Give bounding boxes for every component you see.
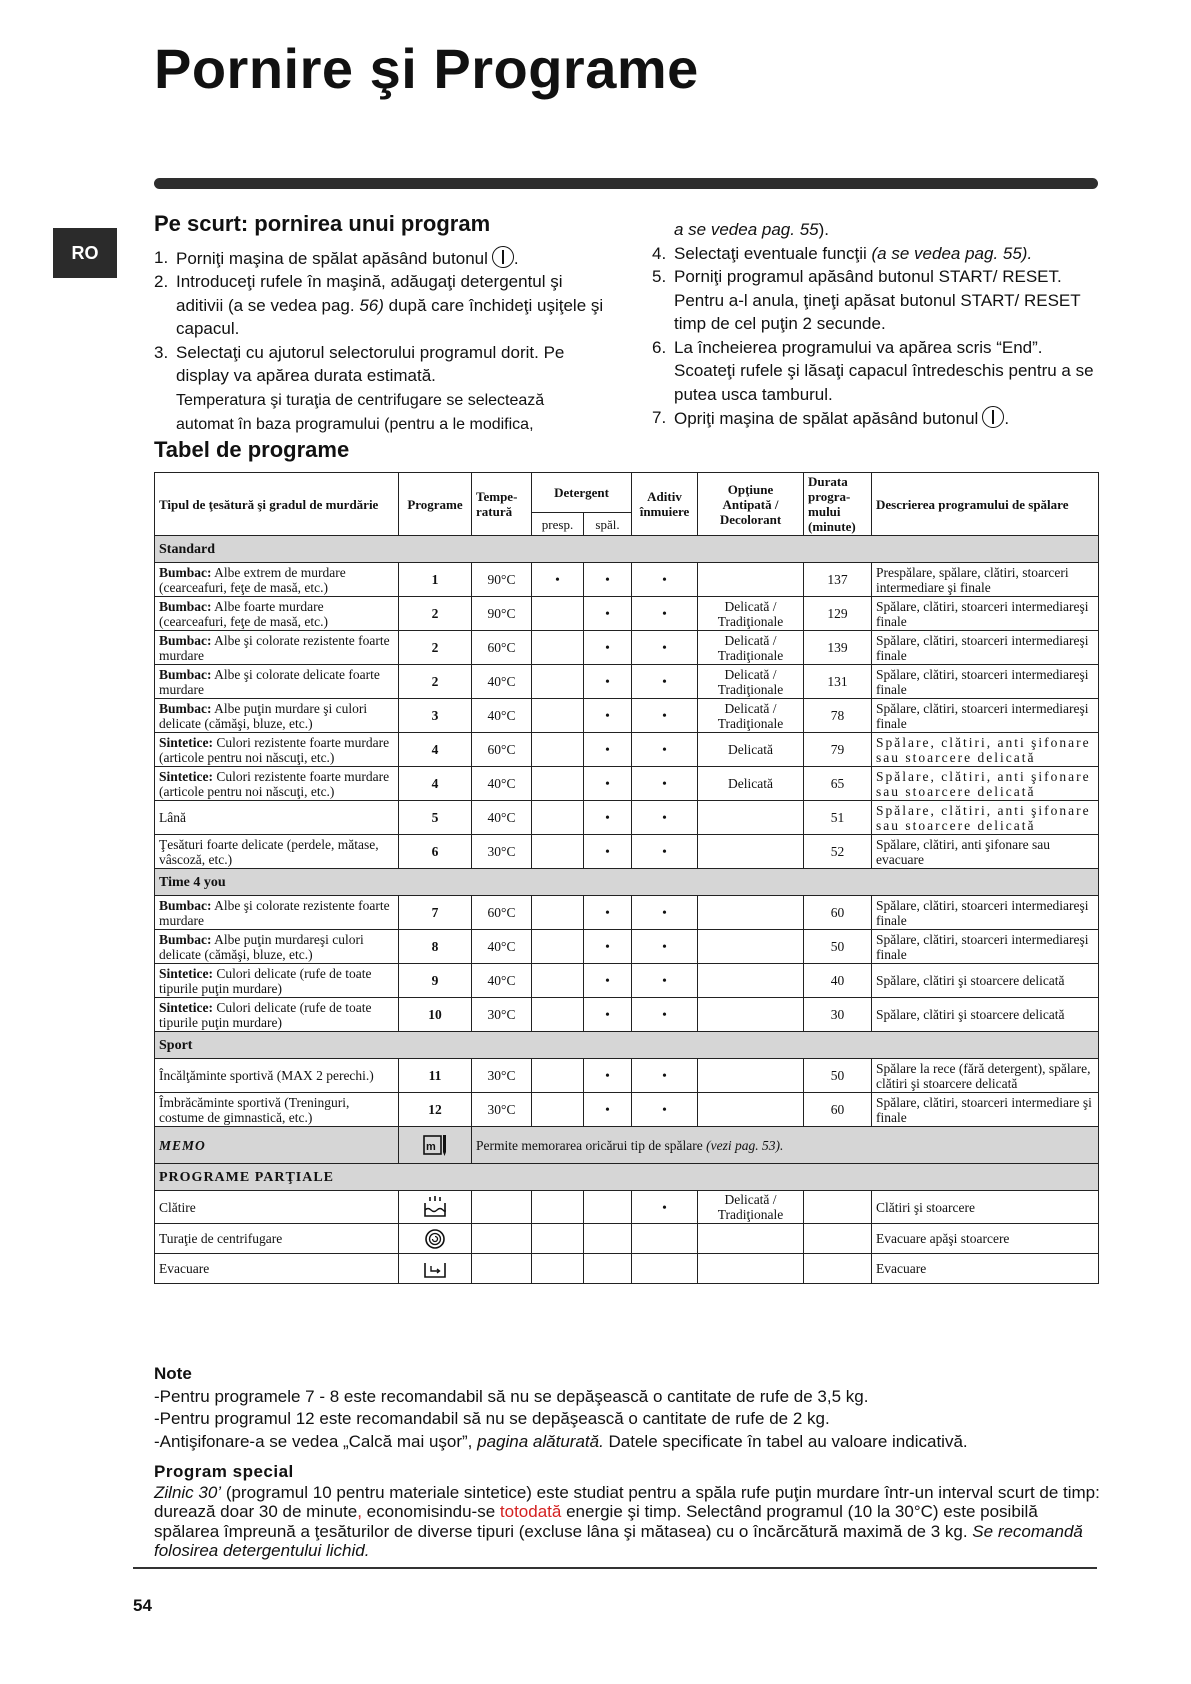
spal-cell: • xyxy=(584,1093,632,1127)
aditiv-cell: • xyxy=(632,1059,698,1093)
power-icon xyxy=(492,246,514,268)
col-presp: presp. xyxy=(532,513,584,536)
duration-cell: 52 xyxy=(804,835,872,869)
duration-cell: 78 xyxy=(804,699,872,733)
temp-cell: 40°C xyxy=(472,665,532,699)
description-cell: Spălare, clătiri şi stoarcere delicată xyxy=(872,964,1099,998)
language-tab: RO xyxy=(53,228,117,278)
option-cell xyxy=(698,1059,804,1093)
spal-cell: • xyxy=(584,665,632,699)
svg-text:m: m xyxy=(426,1141,436,1153)
program-cell: 11 xyxy=(399,1059,472,1093)
table-row xyxy=(155,1224,1099,1254)
spal-cell: • xyxy=(584,631,632,665)
duration-cell: 137 xyxy=(804,563,872,597)
quick-start-right xyxy=(652,218,1102,431)
step-4: 4. Selectaţi eventuale funcţii (a se vedea pag. 55). xyxy=(652,243,1033,263)
option-cell: Delicată xyxy=(698,767,804,801)
spal-cell: • xyxy=(584,563,632,597)
presp-cell xyxy=(532,767,584,801)
program-cell: 9 xyxy=(399,964,472,998)
fabric-cell: Bumbac: Albe şi colorate delicate foarte murdare xyxy=(155,665,399,699)
section-header: Time 4 you xyxy=(155,869,1099,896)
duration-cell: 65 xyxy=(804,767,872,801)
option-cell xyxy=(698,1224,804,1254)
section-header: Sport xyxy=(155,1032,1099,1059)
special-program xyxy=(154,1462,1104,1561)
special-text: Zilnic 30’ (programul 10 pentru materiale sintetice) este studiat pentru a spăla rufe puţin murdare într-un interval scurt de timp: durează doar 30 de minute, economisindu-se totodată energie şi timp. Selectând programul (10 la 30°C) este posibilă spălarea împreună a ţesăturilor de diverse tipuri (excluse lâna şi mătasea) cu o încărcătură maximă de 3 kg. Se recomandă folosirea detergentului lichid. xyxy=(154,1482,1100,1560)
option-cell xyxy=(698,964,804,998)
spal-cell: • xyxy=(584,998,632,1032)
drain-icon xyxy=(399,1254,472,1284)
program-cell: 8 xyxy=(399,930,472,964)
footer-rule xyxy=(133,1567,1097,1569)
description-cell: Spălare, clătiri, anti şifonare sau evacuare xyxy=(872,835,1099,869)
presp-cell: • xyxy=(532,563,584,597)
program-cell: 12 xyxy=(399,1093,472,1127)
duration-cell: 60 xyxy=(804,1093,872,1127)
description-cell: Spălare, clătiri şi stoarcere delicată xyxy=(872,998,1099,1032)
presp-cell xyxy=(532,998,584,1032)
col-spal: spăl. xyxy=(584,513,632,536)
fabric-cell: Bumbac: Albe puţin murdareşi culori delicate (cămăşi, bluze, etc.) xyxy=(155,930,399,964)
fabric-cell: Sintetice: Culori rezistente foarte murdare (articole pentru noi născuţi, etc.) xyxy=(155,767,399,801)
table-row xyxy=(155,699,1099,733)
table-row xyxy=(155,767,1099,801)
option-cell: Delicată / Tradiţionale xyxy=(698,597,804,631)
program-cell: 4 xyxy=(399,767,472,801)
duration-cell: 50 xyxy=(804,1059,872,1093)
spal-cell: • xyxy=(584,801,632,835)
col-durata: Durata progra-mului (minute) xyxy=(804,473,872,536)
temp-cell: 40°C xyxy=(472,767,532,801)
fabric-cell: Ţesături foarte delicate (perdele, mătase, vâscoză, etc.) xyxy=(155,835,399,869)
program-cell: 4 xyxy=(399,733,472,767)
presp-cell xyxy=(532,1093,584,1127)
table-row xyxy=(155,597,1099,631)
power-icon xyxy=(982,406,1004,428)
spal-cell: • xyxy=(584,597,632,631)
temp-cell: 30°C xyxy=(472,1059,532,1093)
spal-cell: • xyxy=(584,767,632,801)
quick-start-heading: Pe scurt: pornirea unui program xyxy=(154,211,491,236)
col-optiune: Opţiune Antipată / Decolorant xyxy=(698,473,804,536)
option-cell xyxy=(698,1093,804,1127)
description-cell: Spălare, clătiri, stoarceri intermediareşi finale xyxy=(872,597,1099,631)
step-2: 2. Introduceţi rufele în maşină, adăugaţi detergentul şi aditivii (a se vedea pag. 56) după care închideţi uşiţele şi capacul. xyxy=(154,272,604,338)
aditiv-cell: • xyxy=(632,563,698,597)
description-cell: Spălare, clătiri, anti şifonare sau stoarcere delicată xyxy=(872,733,1099,767)
description-cell: Evacuare xyxy=(872,1254,1099,1284)
option-cell xyxy=(698,998,804,1032)
program-cell: 5 xyxy=(399,801,472,835)
fabric-cell: Lână xyxy=(155,801,399,835)
presp-cell xyxy=(532,699,584,733)
aditiv-cell xyxy=(632,1224,698,1254)
aditiv-cell: • xyxy=(632,597,698,631)
table-row xyxy=(155,733,1099,767)
partial-label: Evacuare xyxy=(155,1254,399,1284)
header-rule xyxy=(154,178,1098,189)
description-cell: Spălare, clătiri, stoarceri intermediare şi finale xyxy=(872,1093,1099,1127)
aditiv-cell: • xyxy=(632,733,698,767)
spal-cell: • xyxy=(584,930,632,964)
option-cell: Delicată xyxy=(698,733,804,767)
description-cell: Spălare, clătiri, anti şifonare sau stoarcere delicată xyxy=(872,801,1099,835)
program-cell: 2 xyxy=(399,665,472,699)
description-cell: Spălare, clătiri, stoarceri intermediareşi finale xyxy=(872,896,1099,930)
col-program: Programe xyxy=(399,473,472,536)
note-line: -Pentru programul 12 este recomandabil să nu se depăşească o cantitate de rufe de 2 kg. xyxy=(154,1409,830,1428)
fabric-cell: Bumbac: Albe şi colorate rezistente foarte murdare xyxy=(155,631,399,665)
option-cell xyxy=(698,835,804,869)
table-heading: Tabel de programe xyxy=(154,437,350,462)
option-cell: Delicată / Tradiţionale xyxy=(698,1191,804,1224)
option-cell xyxy=(698,563,804,597)
presp-cell xyxy=(532,964,584,998)
aditiv-cell: • xyxy=(632,1093,698,1127)
description-cell: Clătiri şi stoarcere xyxy=(872,1191,1099,1224)
fabric-cell: Încălţăminte sportivă (MAX 2 perechi.) xyxy=(155,1059,399,1093)
spin-icon xyxy=(399,1224,472,1254)
rinse-icon xyxy=(399,1191,472,1224)
description-cell: Spălare, clătiri, anti şifonare sau stoarcere delicată xyxy=(872,767,1099,801)
table-row xyxy=(155,631,1099,665)
fabric-cell: Sintetice: Culori delicate (rufe de toate tipurile puţin murdare) xyxy=(155,998,399,1032)
temp-cell: 60°C xyxy=(472,733,532,767)
aditiv-cell: • xyxy=(632,699,698,733)
step-7: 7. Opriţi maşina de spălat apăsând butonul . xyxy=(652,408,1010,428)
duration-cell: 51 xyxy=(804,801,872,835)
col-detergent: Detergent xyxy=(532,473,632,513)
table-row xyxy=(155,1093,1099,1127)
description-cell: Spălare, clătiri, stoarceri intermediareşi finale xyxy=(872,930,1099,964)
aditiv-cell: • xyxy=(632,631,698,665)
spal-cell: • xyxy=(584,964,632,998)
temp-cell: 60°C xyxy=(472,631,532,665)
table-row xyxy=(155,1191,1099,1224)
program-cell: 6 xyxy=(399,835,472,869)
step-1: 1. Porniţi maşina de spălat apăsând butonul . xyxy=(154,247,519,268)
presp-cell xyxy=(532,665,584,699)
option-cell xyxy=(698,930,804,964)
program-cell: 10 xyxy=(399,998,472,1032)
aditiv-cell: • xyxy=(632,930,698,964)
presp-cell xyxy=(532,1059,584,1093)
table-row xyxy=(155,665,1099,699)
fabric-cell: Bumbac: Albe foarte murdare (cearceafuri, feţe de masă, etc.) xyxy=(155,597,399,631)
partial-label: Clătire xyxy=(155,1191,399,1224)
description-cell: Prespălare, spălare, clătiri, stoarceri intermediare şi finale xyxy=(872,563,1099,597)
note-line: -Pentru programele 7 - 8 este recomandabil să nu se depăşească o cantitate de rufe de 3,5 kg. xyxy=(154,1386,869,1406)
option-cell xyxy=(698,801,804,835)
program-cell: 7 xyxy=(399,896,472,930)
fabric-cell: Bumbac: Albe puţin murdare şi culori delicate (cămăşi, bluze, etc.) xyxy=(155,699,399,733)
description-cell: Spălare la rece (fără detergent), spălare, clătiri şi stoarcere delicată xyxy=(872,1059,1099,1093)
table-row xyxy=(155,1059,1099,1093)
memo-icon xyxy=(399,1127,472,1164)
duration-cell: 131 xyxy=(804,665,872,699)
spal-cell: • xyxy=(584,699,632,733)
fabric-cell: Sintetice: Culori delicate (rufe de toate tipurile puţin murdare) xyxy=(155,964,399,998)
temp-cell: 30°C xyxy=(472,998,532,1032)
temp-cell: 30°C xyxy=(472,1093,532,1127)
option-cell xyxy=(698,896,804,930)
notes-heading: Note xyxy=(154,1364,192,1383)
spal-cell: • xyxy=(584,835,632,869)
table-row xyxy=(155,801,1099,835)
col-aditiv: Aditiv înmuiere xyxy=(632,473,698,536)
col-descriere: Descrierea programului de spălare xyxy=(872,473,1099,536)
memo-text: Permite memorarea oricărui tip de spălare (vezi pag. 53). xyxy=(472,1127,1099,1164)
description-cell: Spălare, clătiri, stoarceri intermediareşi finale xyxy=(872,665,1099,699)
memo-row xyxy=(155,1127,1099,1164)
note-line: -Antişifonare-a se vedea „Calcă mai uşor”, pagina alăturată. Datele specificate în tabel au valoare indicativă. xyxy=(154,1431,968,1451)
description-cell: Evacuare apăşi stoarcere xyxy=(872,1224,1099,1254)
aditiv-cell: • xyxy=(632,896,698,930)
temp-cell: 40°C xyxy=(472,801,532,835)
presp-cell xyxy=(532,835,584,869)
duration-cell: 30 xyxy=(804,998,872,1032)
spal-cell: • xyxy=(584,733,632,767)
aditiv-cell: • xyxy=(632,665,698,699)
temp-cell: 60°C xyxy=(472,896,532,930)
page-number: 54 xyxy=(133,1596,152,1615)
temp-cell: 30°C xyxy=(472,835,532,869)
aditiv-cell: • xyxy=(632,801,698,835)
temp-cell: 40°C xyxy=(472,930,532,964)
notes xyxy=(154,1363,1104,1453)
table-row xyxy=(155,1254,1099,1284)
step-6: 6. La încheierea programului va apărea scris “End”. Scoateţi rufele şi lăsaţi capacul întredeschis pentru a se putea usca tamburul. xyxy=(652,337,1094,404)
presp-cell xyxy=(532,597,584,631)
program-cell: 1 xyxy=(399,563,472,597)
option-cell: Delicată / Tradiţionale xyxy=(698,699,804,733)
step-5: 5. Porniţi programul apăsând butonul START/ RESET. Pentru a-l anula, ţineţi apăsat butonul START/ RESET timp de cel puţin 2 secunde. xyxy=(652,267,1081,333)
page-title: Pornire şi Programe xyxy=(154,37,699,100)
fabric-cell: Bumbac: Albe extrem de murdare (cearceafuri, feţe de masă, etc.) xyxy=(155,563,399,597)
section-header: PROGRAME PARŢIALE xyxy=(155,1164,1099,1191)
option-cell xyxy=(698,1254,804,1284)
step-3: 3. Selectaţi cu ajutorul selectorului programul dorit. Pe display va apărea durata estimată. Temperatura şi turaţia de centrifugare se selectează automat în baza programului (pentru a le modifica, xyxy=(154,342,565,433)
duration-cell: 129 xyxy=(804,597,872,631)
partial-label: Turaţie de centrifugare xyxy=(155,1224,399,1254)
col-fabric: Tipul de ţesătură şi gradul de murdărie xyxy=(155,473,399,536)
spal-cell: • xyxy=(584,1059,632,1093)
presp-cell xyxy=(532,930,584,964)
presp-cell xyxy=(532,801,584,835)
duration-cell: 139 xyxy=(804,631,872,665)
description-cell: Spălare, clătiri, stoarceri intermediareşi finale xyxy=(872,699,1099,733)
program-cell: 3 xyxy=(399,699,472,733)
presp-cell xyxy=(532,631,584,665)
table-row xyxy=(155,930,1099,964)
program-cell: 2 xyxy=(399,597,472,631)
step-3-cont: a se vedea pag. 55). xyxy=(674,220,830,239)
aditiv-cell: • xyxy=(632,998,698,1032)
memo-label: MEMO xyxy=(155,1127,399,1164)
aditiv-cell xyxy=(632,1254,698,1284)
program-table xyxy=(154,472,1099,1284)
table-row xyxy=(155,563,1099,597)
table-row xyxy=(155,998,1099,1032)
description-cell: Spălare, clătiri, stoarceri intermediareşi finale xyxy=(872,631,1099,665)
special-heading: Program special xyxy=(154,1462,294,1481)
aditiv-cell: • xyxy=(632,835,698,869)
temp-cell: 40°C xyxy=(472,964,532,998)
duration-cell: 79 xyxy=(804,733,872,767)
duration-cell: 60 xyxy=(804,896,872,930)
presp-cell xyxy=(532,733,584,767)
temp-cell: 90°C xyxy=(472,563,532,597)
section-header: Standard xyxy=(155,536,1099,563)
table-row xyxy=(155,835,1099,869)
temp-cell: 90°C xyxy=(472,597,532,631)
table-row xyxy=(155,964,1099,998)
temp-cell: 40°C xyxy=(472,699,532,733)
aditiv-cell: • xyxy=(632,767,698,801)
option-cell: Delicată / Tradiţionale xyxy=(698,665,804,699)
spal-cell: • xyxy=(584,896,632,930)
duration-cell: 40 xyxy=(804,964,872,998)
col-temp: Tempe-ratură xyxy=(472,473,532,536)
program-cell: 2 xyxy=(399,631,472,665)
fabric-cell: Îmbrăcăminte sportivă (Treninguri, costume de gimnastică, etc.) xyxy=(155,1093,399,1127)
duration-cell: 50 xyxy=(804,930,872,964)
fabric-cell: Sintetice: Culori rezistente foarte murdare (articole pentru noi născuţi, etc.) xyxy=(155,733,399,767)
table-row xyxy=(155,896,1099,930)
fabric-cell: Bumbac: Albe şi colorate rezistente foarte murdare xyxy=(155,896,399,930)
aditiv-cell: • xyxy=(632,1191,698,1224)
option-cell: Delicată / Tradiţionale xyxy=(698,631,804,665)
quick-start-left xyxy=(154,212,604,437)
aditiv-cell: • xyxy=(632,964,698,998)
presp-cell xyxy=(532,896,584,930)
